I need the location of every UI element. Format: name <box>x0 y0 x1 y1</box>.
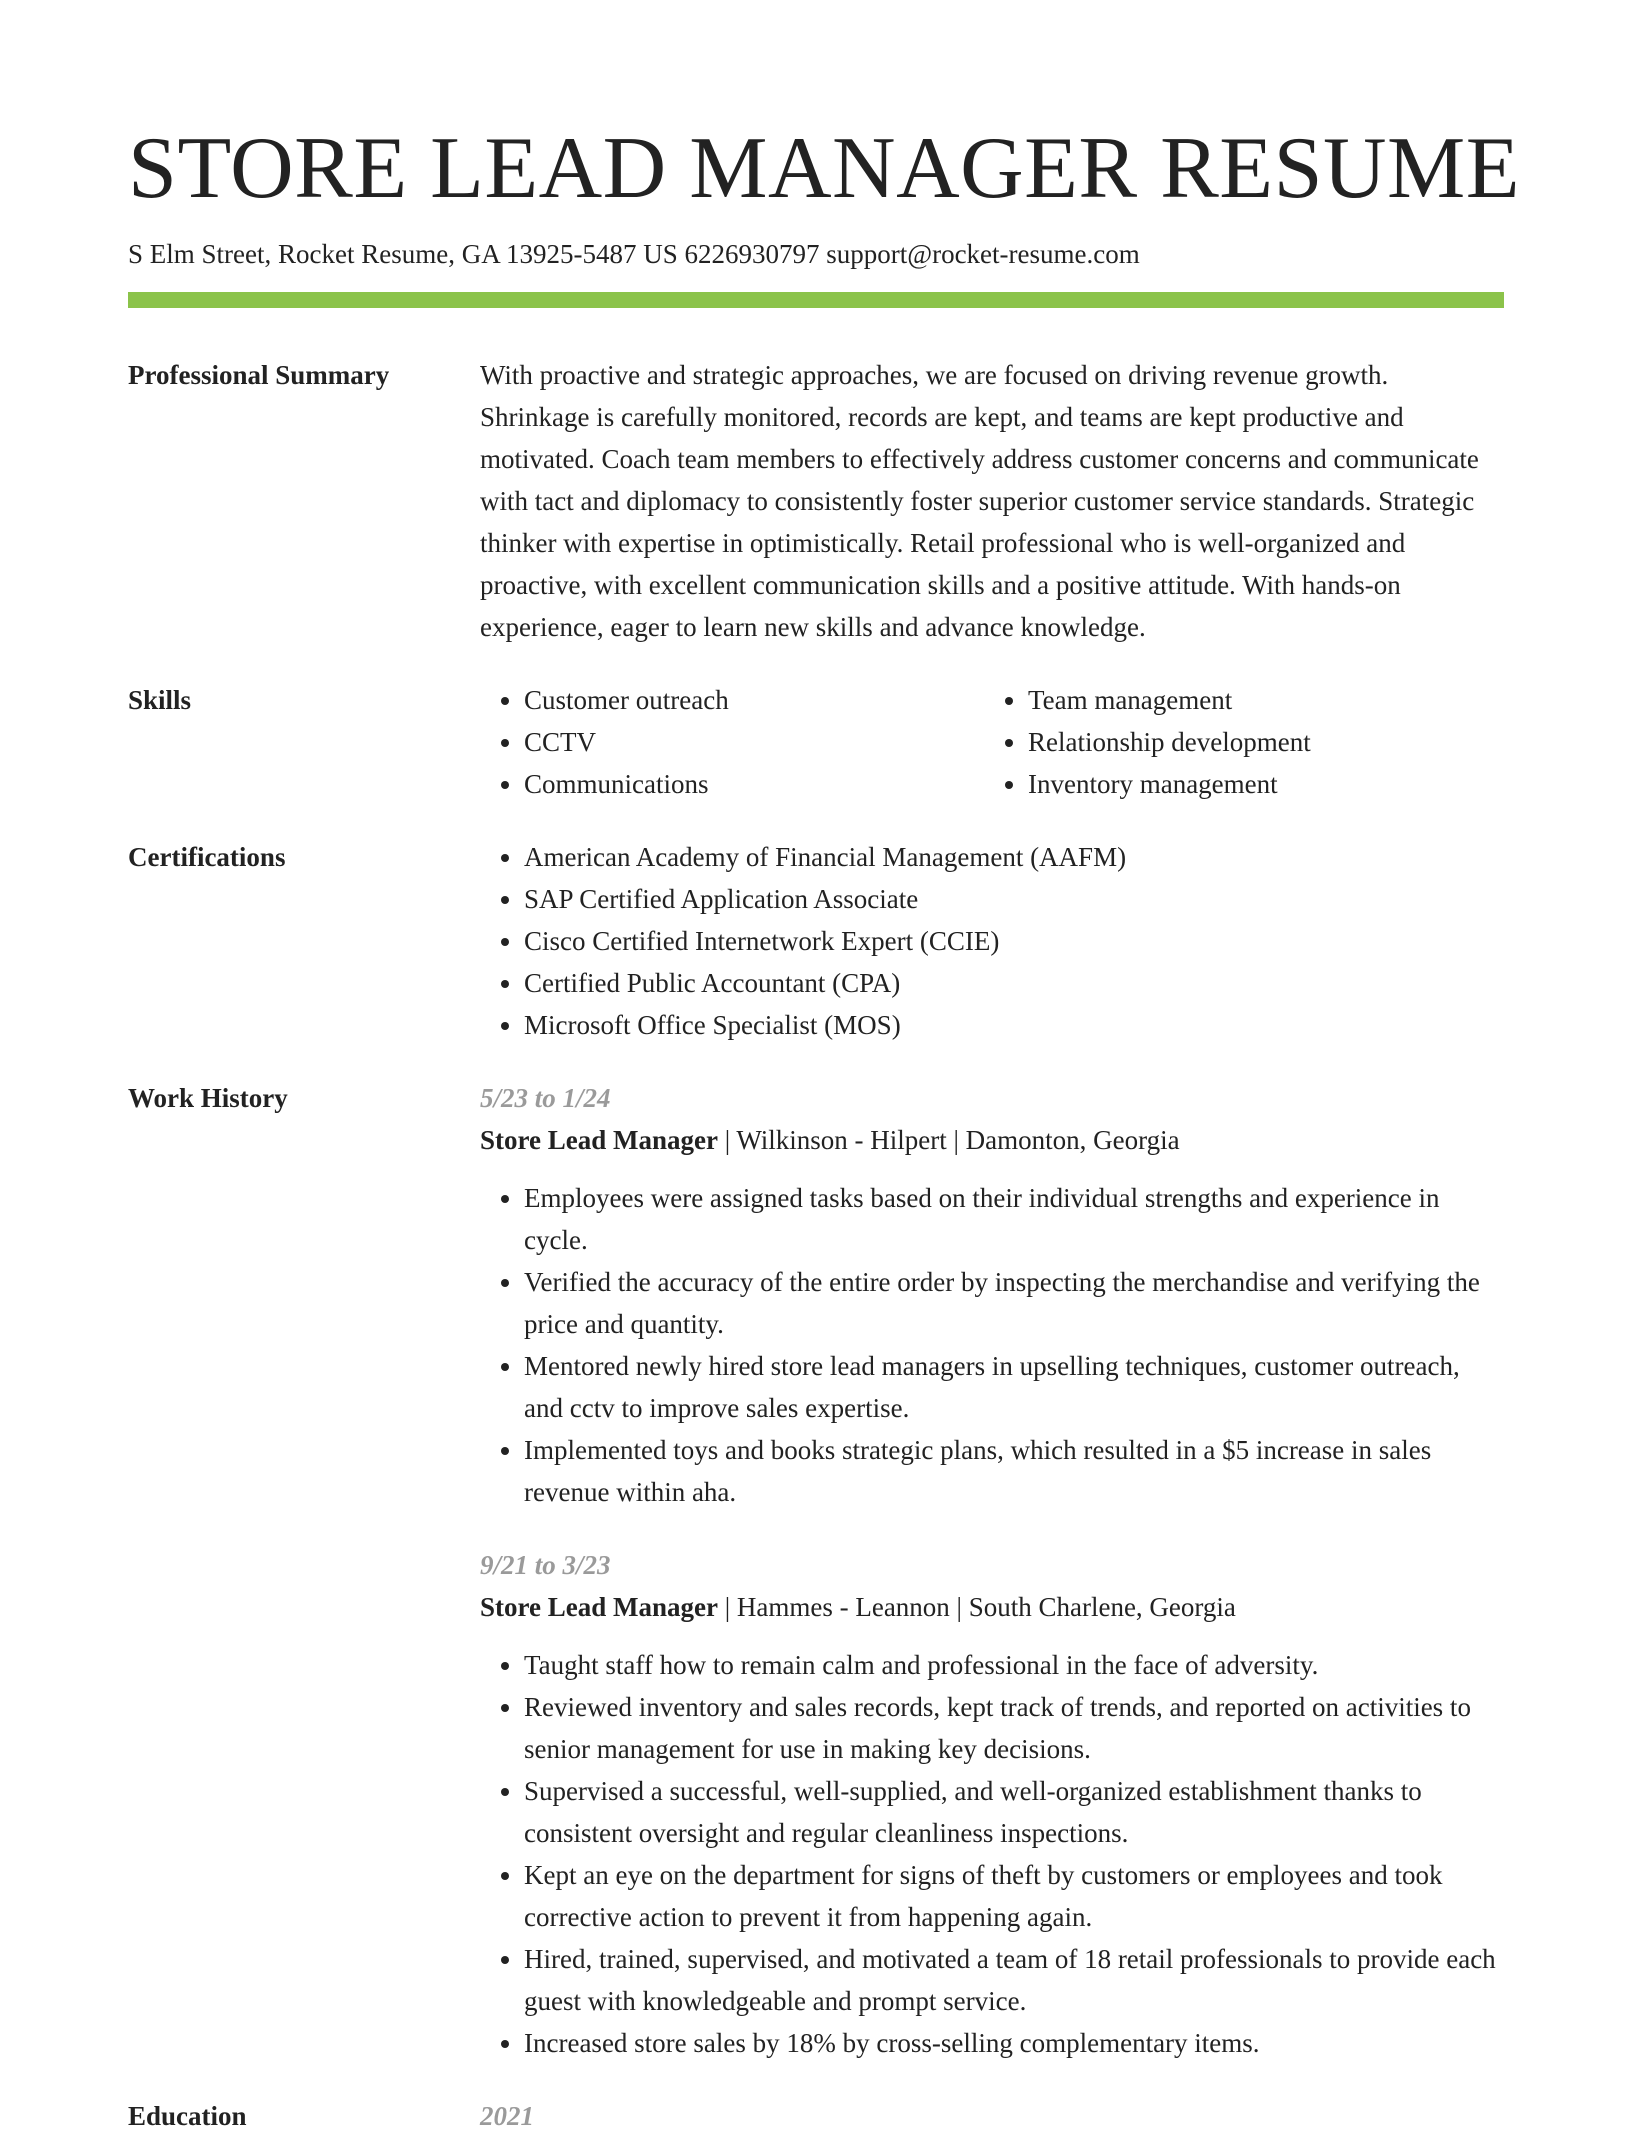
education-heading: Education <box>128 2101 247 2131</box>
job-bullets <box>480 1177 1504 1513</box>
work-history-heading: Work History <box>128 1083 288 1113</box>
education-dates: 2021 <box>480 2101 534 2131</box>
job-bullet: • Taught staff how to remain calm and professional in the face of adversity. <box>524 1644 1504 1686</box>
job-heading-line <box>480 1119 1504 1161</box>
job-bullet: • Increased store sales by 18% by cross-selling complementary items. <box>524 2022 1504 2064</box>
job-bullet: • Supervised a successful, well-supplied, and well-organized establishment thanks to consistent oversight and regular cleanliness inspections. <box>524 1770 1504 1854</box>
skill-item: • Communications <box>524 763 984 805</box>
certification-item: • American Academy of Financial Management (AAFM) <box>524 836 1504 878</box>
skills-heading: Skills <box>128 685 192 715</box>
job-bullet: • Mentored newly hired store lead managers in upselling techniques, customer outreach, and cctv to improve sales expertise. <box>524 1345 1504 1429</box>
page-title: STORE LEAD MANAGER RESUME <box>128 120 1521 217</box>
job-bullet: • Verified the accuracy of the entire order by inspecting the merchandise and verifying the price and quantity. <box>524 1261 1504 1345</box>
summary-heading: Professional Summary <box>128 360 390 390</box>
summary-text: With proactive and strategic approaches, we are focused on driving revenue growth. Shrinkage is carefully monitored, records are kept, and teams are kept productive and motivated. Coach team members to effectively address customer concerns and communicate with tact and diplomacy to consistently foster superior customer service standards. Strategic thinker with expertise in optimistically. Retail professional who is well-organized and proactive, with excellent communication skills and a positive attitude. With hands-on experience, eager to learn new skills and advance knowledge. <box>480 360 1479 642</box>
skill-item: • Team management <box>1028 679 1488 721</box>
job-bullet: • Kept an eye on the department for signs of theft by customers or employees and took corrective action to prevent it from happening again. <box>524 1854 1504 1938</box>
skill-item: • Inventory management <box>1028 763 1488 805</box>
certification-item: • Cisco Certified Internetwork Expert (CCIE) <box>524 920 1504 962</box>
certifications-list <box>480 836 1504 1046</box>
job-bullet: • Reviewed inventory and sales records, kept track of trends, and reported on activities to senior management for use in making key decisions. <box>524 1686 1504 1770</box>
job-bullets <box>480 1644 1504 2064</box>
job-title: Store Lead Manager <box>480 1125 718 1155</box>
job-employer-location: | Hammes - Leannon | South Charlene, Georgia <box>717 1592 1236 1622</box>
summary-section <box>128 354 1504 648</box>
skills-list-left <box>480 679 984 805</box>
job-heading-line <box>480 1586 1504 1628</box>
job-employer-location: | Wilkinson - Hilpert | Damonton, Georgia <box>717 1125 1180 1155</box>
skill-item: • Relationship development <box>1028 721 1488 763</box>
job-entry <box>480 1544 1504 2064</box>
certifications-section <box>128 836 1504 1046</box>
education-section <box>128 2095 1504 2137</box>
accent-divider <box>128 292 1504 308</box>
skill-item: • Customer outreach <box>524 679 984 721</box>
certifications-heading: Certifications <box>128 842 286 872</box>
skills-list-right <box>984 679 1488 805</box>
certification-item: • Microsoft Office Specialist (MOS) <box>524 1004 1504 1046</box>
job-bullet: • Hired, trained, supervised, and motivated a team of 18 retail professionals to provide each guest with knowledgeable and prompt service. <box>524 1938 1504 2022</box>
resume-page <box>128 0 1521 2137</box>
certification-item: • SAP Certified Application Associate <box>524 878 1504 920</box>
certification-item: • Certified Public Accountant (CPA) <box>524 962 1504 1004</box>
job-dates: 9/21 to 3/23 <box>480 1550 611 1580</box>
job-bullet: • Implemented toys and books strategic plans, which resulted in a $5 increase in sales revenue within aha. <box>524 1429 1504 1513</box>
job-bullet: • Employees were assigned tasks based on their individual strengths and experience in cycle. <box>524 1177 1504 1261</box>
skill-item: • CCTV <box>524 721 984 763</box>
job-entry <box>480 1077 1504 1513</box>
contact-line: S Elm Street, Rocket Resume, GA 13925-5487 US 6226930797 support@rocket-resume.com <box>128 239 1140 269</box>
work-history-section <box>128 1077 1504 2064</box>
job-title: Store Lead Manager <box>480 1592 718 1622</box>
job-dates: 5/23 to 1/24 <box>480 1083 611 1113</box>
skills-section <box>128 679 1504 805</box>
